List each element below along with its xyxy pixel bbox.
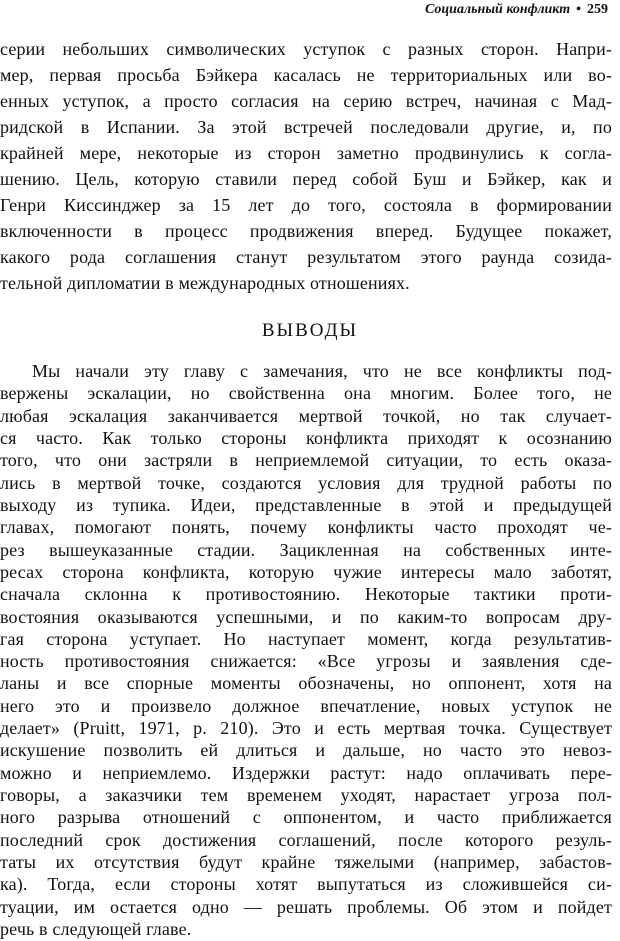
- running-header-title: Социальный конфликт: [424, 2, 571, 17]
- text-line: можно и неприемлемо. Издержки растут: надо оплачивать пере-: [0, 762, 612, 783]
- text-line: ридской в Испании. За этой встречей последовали другие, и, по: [0, 117, 612, 137]
- running-header: [425, 0, 608, 20]
- text-line: какого рода соглашения станут результатом этого раунда созида-: [0, 247, 612, 267]
- text-line: того, что они застряли в неприемлемой ситуации, то есть оказа-: [0, 450, 612, 471]
- text-line: ресах сторона конфликта, которую чужие интересы мало заботят,: [0, 561, 612, 582]
- text-line: таты их отсутствия будут крайне тяжелыми (например, забастов-: [0, 852, 612, 873]
- text-line: гая сторона уступает. Но наступает момент, когда результатив-: [0, 628, 612, 649]
- text-line: главах, помогают понять, почему конфликты часто проходят че-: [0, 517, 612, 538]
- text-line: ность противостояния снижается: «Все угрозы и заявления сде-: [0, 651, 612, 672]
- header-bullet: •: [576, 2, 581, 17]
- text-line: него это и произвело должное впечатление, новых уступок не: [0, 695, 612, 716]
- text-line: ся часто. Как только стороны конфликта приходят к осознанию: [0, 427, 612, 448]
- page-number: 259: [587, 2, 608, 17]
- text-line: ного разрыва отношений с оппонентом, и часто приближается: [0, 807, 612, 828]
- text-line: любая эскалация заканчивается мертвой точкой, но так случает-: [0, 405, 612, 426]
- section-heading: ВЫВОДЫ: [261, 320, 359, 341]
- text-line: мер, первая просьба Бэйкера касалась не территориальных или во-: [0, 65, 612, 85]
- text-line: лись в мертвой точке, создаются условия для трудной работы по: [0, 472, 612, 493]
- text-line: шению. Цель, которую ставили перед собой Буш и Бэйкер, как и: [0, 169, 612, 189]
- text-line: туации, им остается одно — решать проблемы. Об этом и пойдет: [0, 896, 612, 917]
- text-line: серии небольших символических уступок с разных сторон. Напри-: [0, 39, 612, 59]
- text-line: рез вышеуказанные стадии. Зацикленная на собственных инте-: [0, 539, 612, 560]
- text-line: включенности в процесс продвижения вперед. Будущее покажет,: [0, 221, 612, 241]
- text-line: выходу из тупика. Идеи, представленные в этой и предыдущей: [0, 494, 612, 515]
- text-line: востояния оказываются успешными, и по каким-то вопросам дру-: [0, 606, 612, 627]
- text-line: вержены эскалации, но свойственна она многим. Более того, не: [0, 383, 612, 404]
- text-line: делает» (Pruitt, 1971, p. 210). Это и есть мертвая точка. Существует: [0, 718, 612, 739]
- text-line: говоры, а заказчики тем временем уходят, нарастает угроза пол-: [0, 785, 612, 806]
- text-line: крайней мере, некоторые из сторон заметно продвинулись к согла-: [0, 143, 612, 163]
- text-line: сначала склонна к противостоянию. Некоторые тактики проти-: [0, 584, 612, 605]
- text-line: енных уступок, а просто согласия на серию встреч, начиная с Мад-: [0, 91, 612, 111]
- text-line: ка). Тогда, если стороны хотят выпутаться из сложившейся си-: [0, 874, 612, 895]
- text-line: Мы начали эту главу с замечания, что не все конфликты под-: [32, 361, 612, 381]
- text-line: тельной дипломатии в международных отношениях.: [0, 273, 410, 293]
- text-line: речь в следующей главе.: [0, 919, 192, 939]
- text-line: искушение позволить ей длиться и дальше, но часто это невоз-: [0, 740, 612, 761]
- text-line: последний срок достижения соглашений, после которого резуль-: [0, 829, 612, 850]
- text-line: ланы и все спорные моменты обозначены, но оппонент, хотя на: [0, 673, 612, 694]
- text-line: Генри Киссинджер за 15 лет до того, состояла в формировании: [0, 195, 612, 215]
